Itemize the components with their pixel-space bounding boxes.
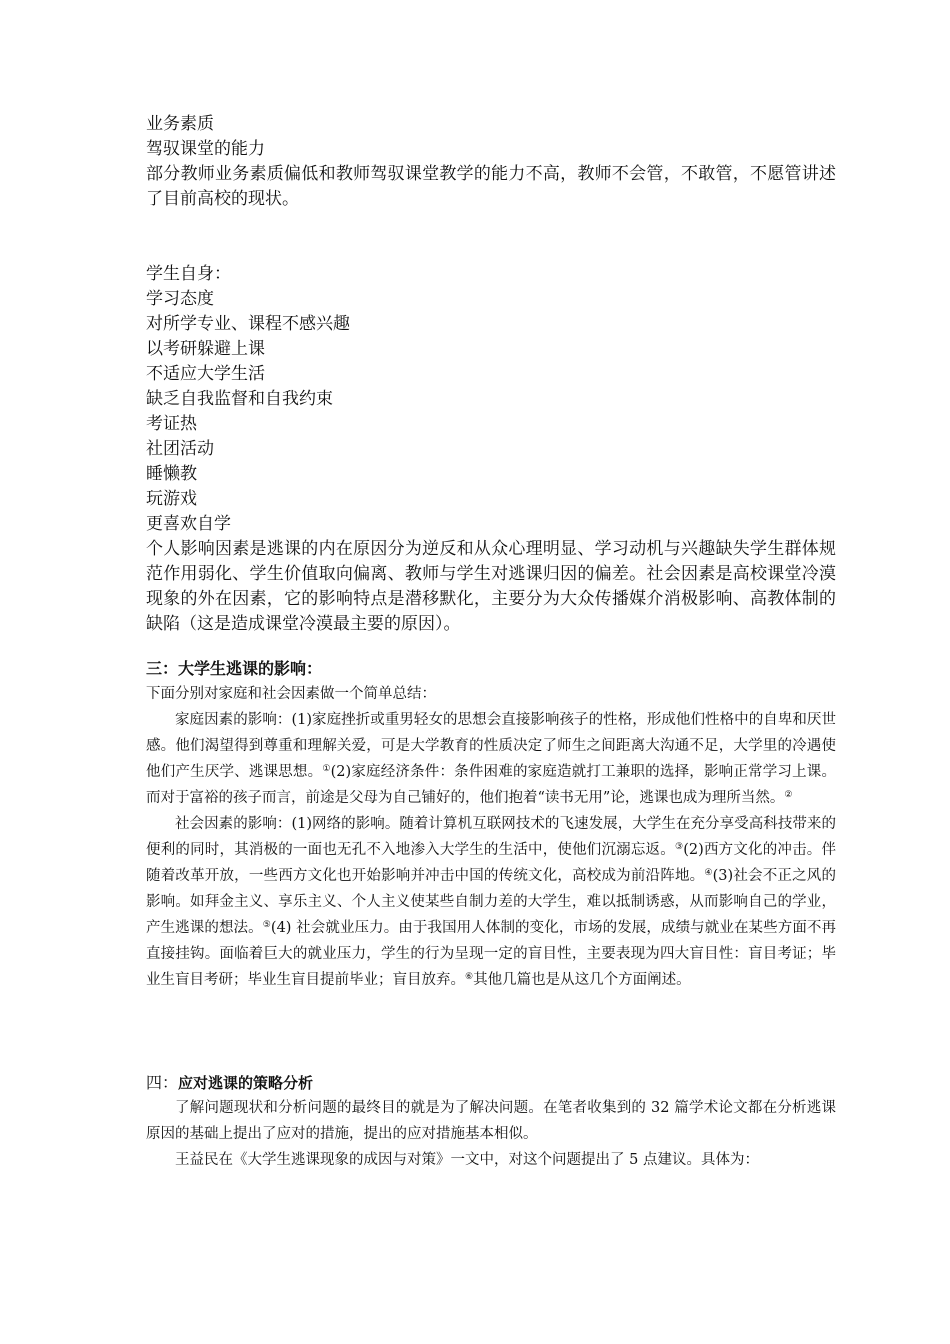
- text-line: 社团活动: [146, 439, 214, 459]
- blank-space: [146, 212, 836, 262]
- family-text-a: 家庭因素的影响：(1)家庭挫折或重男轻女的思想会直接影响孩子的性格，形成他们性格中的自卑和厌世感。他们渴望得到尊重和理解关爱，可是大学教育的性质决定了师生之间距离大沟通不足，大学里的冷遇使他们产生厌学、逃课思想。: [146, 712, 836, 780]
- footnote-ref-5: ⑤: [262, 920, 271, 930]
- family-text-b: (2)家庭经济条件：条件困难的家庭造就打工兼职的选择，影响正常学习上课。而对于富裕的孩子而言，前途是父母为自己铺好的，他们抱着“读书无用”论，逃课也成为理所当然。: [146, 764, 836, 806]
- footnote-ref-2: ②: [784, 790, 793, 800]
- text-line: 业务素质: [146, 114, 214, 134]
- footnote-ref-3: ③: [674, 842, 684, 852]
- section-4-paragraph-2: 王益民在《大学生逃课现象的成因与对策》一文中，对这个问题提出了 5 点建议。具体为：: [175, 1152, 759, 1168]
- section-4-title: 应对逃课的策略分析: [178, 1074, 314, 1092]
- blank-space: [146, 637, 836, 657]
- social-factors-paragraph: [146, 811, 836, 993]
- section-4-number: 四：: [146, 1073, 179, 1092]
- section-3-heading: 三：大学生逃课的影响：: [146, 659, 323, 678]
- text-line: 玩游戏: [146, 489, 197, 509]
- text-line: 睡懒教: [146, 464, 197, 484]
- family-factors-paragraph: [146, 707, 836, 811]
- text-line: 以考研躲避上课: [146, 339, 265, 359]
- text-line: 考证热: [146, 414, 197, 434]
- text-line: 不适应大学生活: [146, 364, 265, 384]
- teacher-quality-paragraph: 部分教师业务素质偏低和教师驾驭课堂教学的能力不高，教师不会管，不敢管，不愿管讲述了目前高校的现状。: [146, 164, 836, 209]
- social-text-d: (4) 社会就业压力。由于我国用人体制的变化，市场的发展，成绩与就业在某些方面不再直接挂钩。面临着巨大的就业压力，学生的行为呈现一定的盲目性，主要表现为四大盲目性：盲目考证；毕业生盲目考研；毕业生盲目提前毕业；盲目放弃。: [146, 920, 836, 988]
- text-line: 对所学专业、课程不感兴趣: [146, 314, 350, 334]
- social-text-b: (2)西方文化的冲击。伴随着改革开放，一些西方文化也开始影响并冲击中国的传统文化，高校成为前沿阵地。: [146, 842, 836, 884]
- section-3-intro: 下面分别对家庭和社会因素做一个简单总结：: [146, 686, 436, 702]
- text-line: 缺乏自我监督和自我约束: [146, 389, 333, 409]
- document-page: [146, 112, 836, 1173]
- student-self-heading: 学生自身：: [146, 264, 231, 284]
- factors-paragraph: 个人影响因素是逃课的内在原因分为逆反和从众心理明显、学习动机与兴趣缺失学生群体规范作用弱化、学生价值取向偏离、教师与学生对逃课归因的偏差。社会因素是高校课堂冷漠现象的外在因素，它的影响特点是潜移默化，主要分为大众传播媒介消极影响、高教体制的缺陷（这是造成课堂冷漠最主要的原因）。: [146, 539, 836, 634]
- social-text-e: 其他几篇也是从这几个方面阐述。: [473, 972, 691, 988]
- section-4-paragraph-1: 了解问题现状和分析问题的最终目的就是为了解决问题。在笔者收集到的 32 篇学术论文都在分析逃课原因的基础上提出了应对的措施，提出的应对措施基本相似。: [146, 1100, 836, 1142]
- footnote-ref-4: ④: [704, 868, 713, 878]
- footnote-ref-6: ⑥: [465, 972, 474, 982]
- social-text-a: 社会因素的影响：(1)网络的影响。随着计算机互联网技术的飞速发展，大学生在充分享受高科技带来的便利的同时，其消极的一面也无孔不入地渗入大学生的生活中，使他们沉溺忘返。: [146, 816, 836, 858]
- text-line: 驾驭课堂的能力: [146, 139, 265, 159]
- footnote-ref-1: ①: [322, 764, 331, 774]
- text-line: 学习态度: [146, 289, 214, 309]
- section-4-heading: [146, 1071, 836, 1095]
- blank-space: [146, 993, 836, 1071]
- text-line: 更喜欢自学: [146, 514, 231, 534]
- social-text-c: (3)社会不正之风的影响。如拜金主义、享乐主义、个人主义使某些自制力差的大学生，难以抵制诱惑，从而影响自己的学业，产生逃课的想法。: [146, 868, 836, 936]
